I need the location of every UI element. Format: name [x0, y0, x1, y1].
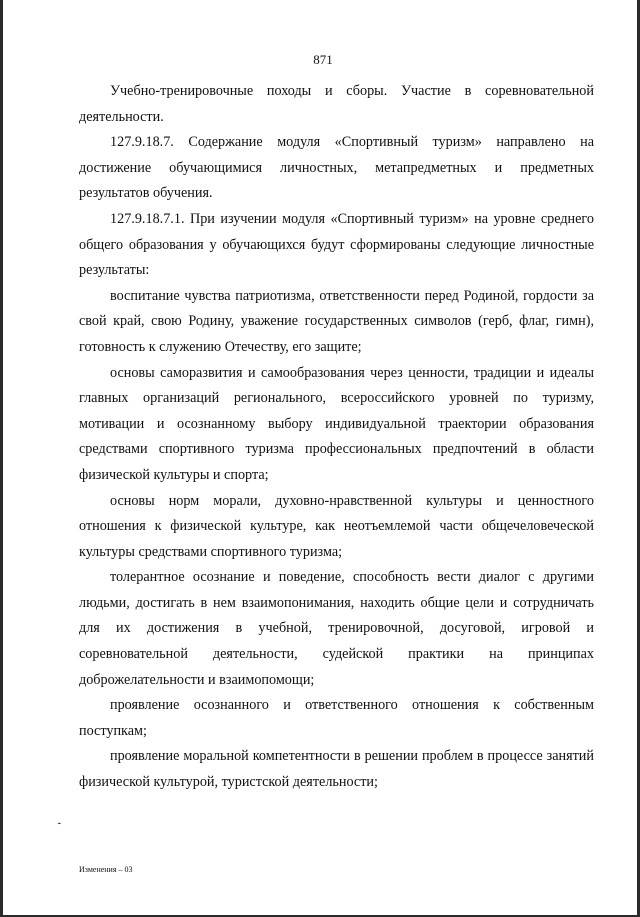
- paragraph-tolerance: толерантное осознание и поведение, способность вести диалог с другими людьми, достигать в нем взаимопонимания, находить общие цели и сотрудничать для их достижения в учебной, тренировочной, досуговой, игровой и соревновательной деятельности, судейской практики на принципах доброжелательности и взаимопомощи;: [79, 569, 594, 688]
- document-body: [79, 79, 594, 796]
- paragraph-patriotism: воспитание чувства патриотизма, ответственности перед Родиной, гордости за свой край, свою Родину, уважение государственных символов (герб, флаг, гимн), готовность к служению Отечеству, его защите;: [79, 287, 594, 355]
- page-number: 871: [313, 52, 333, 67]
- paragraph-responsibility: проявление осознанного и ответственного отношения к собственным поступкам;: [79, 697, 594, 739]
- paragraph-module-content: 127.9.18.7. Содержание модуля «Спортивный туризм» направлено на достижение обучающимися личностных, метапредметных и предметных результатов обучения.: [79, 134, 594, 202]
- paragraph-morality: основы норм морали, духовно-нравственной культуры и ценностного отношения к физической культуре, как неотъемлемой части общечеловеческой культуры средствами спортивного туризма;: [79, 492, 594, 560]
- margin-tick-mark: ˏ: [51, 810, 63, 827]
- footer-revision-note: Изменения – 03: [79, 865, 133, 874]
- paragraph-moral-competence: проявление моральной компетентности в решении проблем в процессе занятий физической культурой, туристской деятельности;: [79, 748, 594, 791]
- paragraph-self-development: основы саморазвития и самообразования через ценности, традиции и идеалы главных организаций регионального, всероссийского уровней по туризму, мотивации и осознанному выбору индивидуальной траектории образования средствами спортивного туризма профессиональных предпочтений в области физической культуры и спорта;: [79, 364, 594, 483]
- paragraph-personal-results-intro: 127.9.18.7.1. При изучении модуля «Спортивный туризм» на уровне среднего общего образования у обучающихся будут сформированы следующие личностные результаты:: [79, 210, 594, 279]
- paragraph-training-trips: Учебно-тренировочные походы и сборы. Участие в соревновательной деятельности.: [79, 83, 594, 125]
